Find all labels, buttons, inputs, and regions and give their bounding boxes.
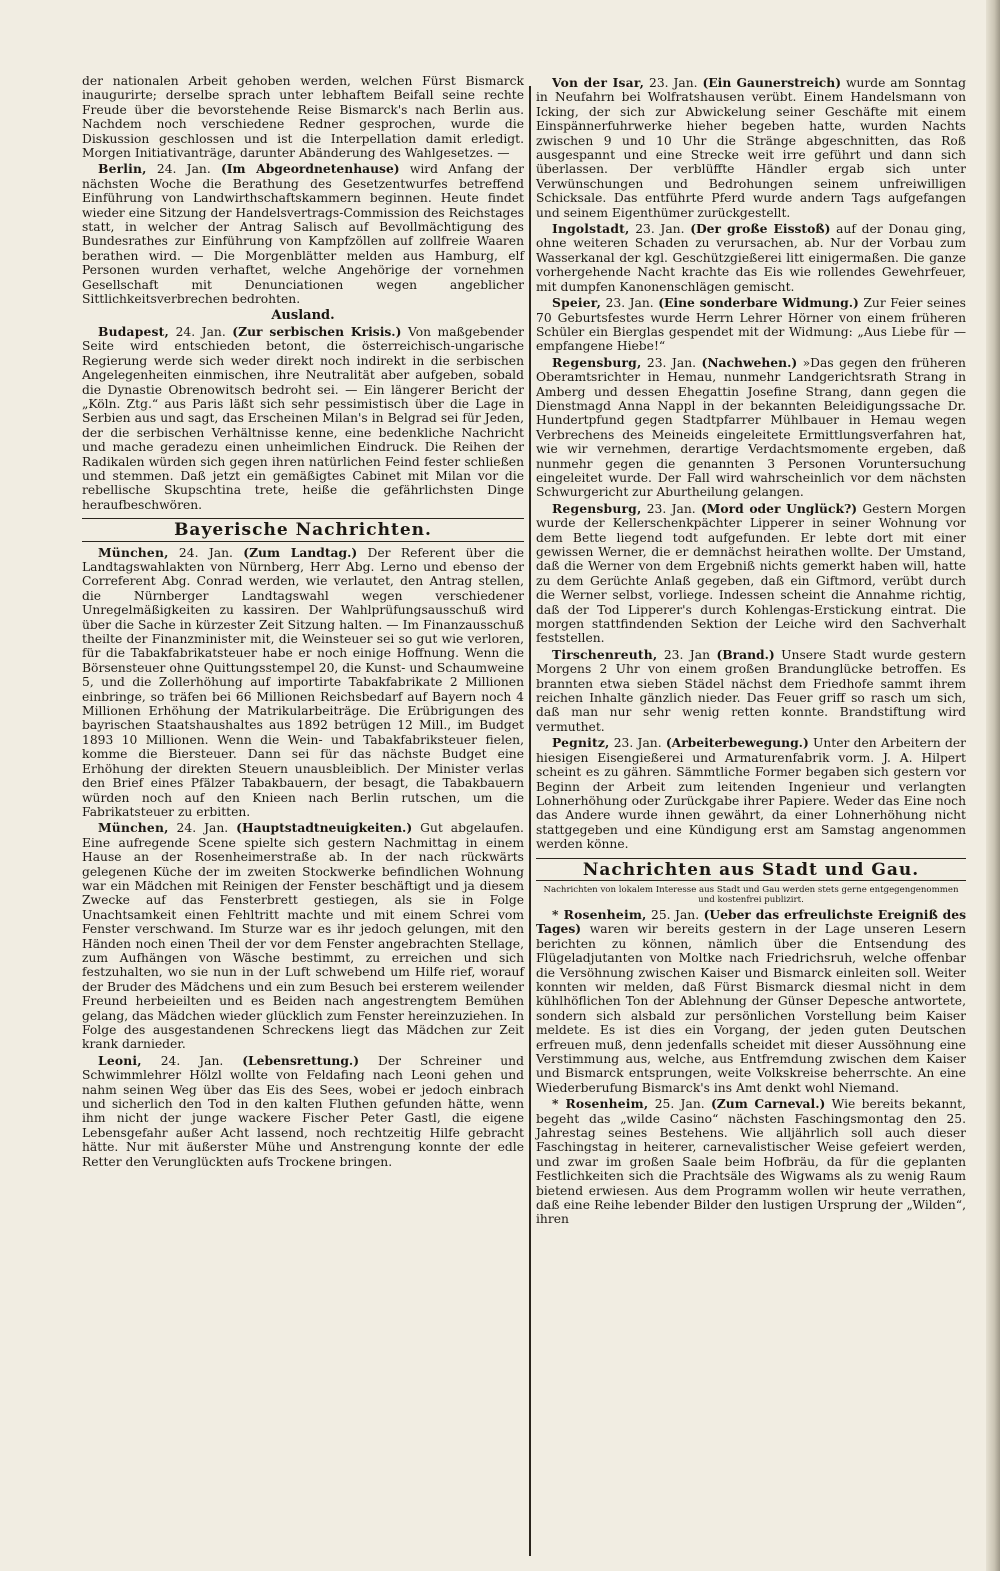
article-topic: (Mord oder Unglück?) <box>700 500 858 516</box>
dateline-date: 23. Jan. <box>646 355 697 370</box>
article-topic: (Eine sonderbare Widmung.) <box>658 295 859 311</box>
article-body: wurde am Sonntag in Neufahrn bei Wolfratshausen verübt. Einem Handelsmann von Icking, der sich zur Abwickelung seiner Geschäfte mit einem Einspännerfuhrwerke hieher begeben hatte, wurden Nachts zwischen 9 und 10 Uhr die Stränge abgeschnitten, das Roß ausgespannt und eine Strecke weit irre geführt und dann sich überlassen. Der verblüffte Händler ergab sich unter Verwünschungen und Bedrohungen seinem unfreiwilligen Schicksale. Das entführte Pferd wurde andern Tags aufgefangen und seinem Eigenthümer zurückgestellt. <box>536 76 967 220</box>
article-body: Unsere Stadt wurde gestern Morgens 2 Uhr von einem großen Brandunglücke betroffen. Es brannten etwa sieben Städel nächst dem Friedhofe sammt ihrem reichen Inhalte gänzlich nieder. Das Feuer griff so rasch um sich, daß man nur sehr wenig retten konnte. Brandstiftung wird vermuthet. <box>536 647 966 734</box>
article-topic: (Zum Carneval.) <box>710 1096 826 1112</box>
left-column <box>82 74 524 1169</box>
article-regensburg-mord <box>536 502 966 646</box>
article-body: Gut abgelaufen. Eine aufregende Scene spielte sich gestern Nachmittag in einem Hause an der Rosenheimerstraße ab. In der nach rückwärts gelegenen Küche der im zweiten Stockwerke befindlichen Wohnung war ein Mädchen mit Reinigen der Fenster beschäftigt und ja diesem Zwecke auf das Fensterbrett gestiegen, als sie in Folge Unachtsamkeit einen Fehltritt machte und mit einem Schrei vom Fenster verschwand. Im Sturze war es ihr jedoch gelungen, mit den Händen noch einen Theil der vor dem Fenster angebrachten Stellage, zum Aufhängen von Wäsche bestimmt, zu erreichen und sich festzuhalten, wo sie nun in der Luft schwebend um Hilfe rief, worauf der Bruder des Mädchens und ein zum Besuch bei ersterem weilender Freund herbeieilten und es Beiden nach angestrengtem Bemühen gelang, das Mädchen wieder glücklich zum Fenster hereinzuziehen. In Folge des ausgestandenen Schreckens liegt das Mädchen zur Zeit krank darnieder. <box>82 821 524 1052</box>
page-edge <box>986 0 1000 1571</box>
article-berlin <box>82 162 524 306</box>
dateline-place: Pegnitz, <box>552 735 610 751</box>
section-heading-local: Nachrichten aus Stadt und Gau. <box>536 858 966 881</box>
dateline-place: München, <box>98 820 169 836</box>
article-topic: (Brand.) <box>716 646 775 662</box>
article-budapest <box>82 325 524 512</box>
article-topic: (Der große Eisstoß) <box>690 221 831 237</box>
dateline-date: 25. Jan. <box>651 907 700 922</box>
article-leoni <box>82 1054 524 1169</box>
section-subheading-ausland: Ausland. <box>271 307 335 323</box>
dateline-place: Von der Isar, <box>552 75 645 90</box>
dateline-place: Regensburg, <box>552 500 642 516</box>
dateline-date: 24. Jan. <box>160 1053 224 1068</box>
dateline-date: 23. Jan. <box>635 222 685 237</box>
dateline-place: Tirschenreuth, <box>552 646 658 662</box>
dateline-date: 23. Jan. <box>646 501 696 516</box>
dateline-place: Budapest, <box>98 323 170 339</box>
article-topic: (Ueber das erfreulichste Ereigniß des Tages) <box>536 906 967 937</box>
article-continuation: der nationalen Arbeit gehoben werden, welchen Fürst Bismarck inaugurirte; derselbe sprach unter lebhaftem Beifall seine rechte Freude über die bevorstehende Reise Bismarck's nach Berlin aus. Nachdem noch verschiedene Redner gesprochen, wurde die Diskussion geschlossen und ist die Interpellation damit erledigt. Morgen Initiativanträge, darunter Abänderung des Wahlgesetzes. — <box>82 74 524 161</box>
article-body: auf der Donau ging, ohne weiteren Schaden zu verursachen, ab. Nur der Vorbau zum Wasserkanal der kgl. Geschützgießerei litt einigermaßen. Die ganze vorhergehende Nacht krachte das Eis wie rollendes Gewehrfeuer, mit dumpfen Kanonenschlägen gemischt. <box>536 222 966 294</box>
article-topic: (Zur serbischen Krisis.) <box>232 323 402 339</box>
article-regensburg-nachwehen <box>536 356 966 500</box>
article-body: Wie bereits bekannt, begeht das „wilde Casino“ nächsten Faschingsmontag den 25. Jahrestag seines Bestehens. Wie alljährlich soll auch dieser Faschingstag in heiterer, carnevalistischer Weise gefeiert werden, und zwar im großen Saale beim Hofbräu, da für die geplanten Festlichkeiten sich die Prachtsäle des Wigwams als zu wenig Raum bietend erwiesen. Aus dem Programm wollen wir heute verrathen, daß eine Reihe lebender Bilder den lustigen Ursprung der „Wilden“, ihren <box>536 1097 967 1227</box>
article-body: Gestern Morgen wurde der Kellerschenkpächter Lipperer in seiner Wohnung vor dem Bette liegend todt aufgefunden. Er lebte dort mit einer gewissen Werner, die er demnächst heirathen wollte. Der Umstand, daß die Werner von dem Ergebniß nichts gemerkt haben will, hatte zu dem Gerüchte Anlaß gegeben, daß ein Giftmord, verübt durch die Werner selbst, vorliege. Indessen scheint die Annahme richtig, daß der Tod Lipperer's durch Kohlengas-Erstickung eintrat. Die morgen stattfindenden Sektion der Leiche wird den Sachverhalt feststellen. <box>536 501 966 646</box>
article-muenchen-landtag <box>82 546 524 820</box>
article-body: wird Anfang der nächsten Woche die Berathung des Gesetzentwurfes betreffend Einführung von Landwirthschaftskammern beginnen. Heute findet wieder eine Sitzung der Handelsvertrags-Commission des Reichstages statt, in welcher der Antrag Salisch auf Bevollmächtigung des Bundesrathes zur Einführung von Kampfzöllen auf zollfreie Waaren berathen wird. — Die Morgenblätter melden aus Hamburg, elf Personen wurden verhaftet, welche Angehörige der vornehmen Gesellschaft mit Denunciationen wegen angeblicher Sittlichkeitsverbrechen bedrohten. <box>82 162 524 307</box>
article-pegnitz <box>536 736 966 851</box>
article-topic: (Lebensrettung.) <box>242 1052 360 1068</box>
dateline-place: * Rosenheim, <box>552 906 647 922</box>
article-topic: (Zum Landtag.) <box>243 544 358 560</box>
article-topic: (Nachwehen.) <box>701 354 798 370</box>
dateline-place: * Rosenheim, <box>552 1096 649 1112</box>
article-body: Der Schreiner und Schwimmlehrer Hölzl wollte von Feldafing nach Leoni gehen und nahm seinen Weg über das Eis des Sees, wobei er jedoch einbrach und sicherlich den Tod in den kalten Fluthen gefunden hätte, wenn ihm nicht der junge wackere Fischer Peter Gastl, die eigene Lebensgefahr außer Acht lassend, noch rechtzeitig Hilfe gebracht hätte. Nur mit äußerster Mühe und Anstrengung konnte der edle Retter den Verunglückten aufs Trockene bringen. <box>82 1053 524 1169</box>
article-topic: (Arbeiterbewegung.) <box>665 735 809 751</box>
dateline-date: 23. Jan. <box>613 736 662 751</box>
article-rosenheim-ereigniss <box>536 908 966 1095</box>
article-body: waren wir bereits gestern in der Lage unseren Lesern berichten zu können, nämlich über die Entsendung des Flügeladjutanten von Moltke nach Friedrichsruh, welche offenbar die Versöhnung zwischen Kaiser und Bismarck einleiten soll. Weiter konnten wir melden, daß Fürst Bismarck diesmal nicht in dem kühlhöflichen Ton der Ablehnung der Günser Depesche antwortete, sondern sich alsbald zur persönlichen Vorstellung beim Kaiser meldete. Es ist dies ein Vorgang, der jeden guten Deutschen erfreuen muß, denn jedenfalls scheidet mit dieser Aussöhnung eine Verstimmung aus, welche, aus Entfremdung zwischen dem Kaiser und Bismarck entsprungen, weite Volkskreise beherrschte. An eine Wiederberufung Bismarck's ins Amt denkt wohl Niemand. <box>536 922 966 1095</box>
article-tirschenreuth <box>536 648 966 734</box>
column-divider <box>529 86 531 1556</box>
article-body: Der Referent über die Landtagswahlakten von Nürnberg, Herr Abg. Lerno und ebenso der Correferent Abg. Conrad werden, wie verlautet, den Antrag stellen, die Nürnberger Landtagswahl wegen verschiedener Unregelmäßigkeiten zu kassiren. Der Wahlprüfungsausschuß wird über die Sache in kürzester Zeit Sitzung halten. — Im Finanzausschuß theilte der Finanzminister mit, die Weinsteuer sei so gut wie verloren, für die Tabakfabrikatsteuer habe er noch einige Hoffnung. Wenn die Börsensteuer ohne Quittungsstempel 20, die Kunst- und Schaumweine 5, und die Zollerhöhung auf importirte Tabakfabrikate 2 Millionen einbringe, so träfen bei 66 Millionen Reichsbedarf auf Bayern noch 4 Millionen Erhöhung der Matrikularbeiträge. Die Erübrigungen des bayrischen Staatshaushaltes aus 1892 betrügen 12 Mill., im Budget 1893 10 Millionen. Wenn die Wein- und Tabakfabriksteuer fielen, komme die Biersteuer. Dann sei für das nächste Budget eine Erhöhung der direkten Steuern unausbleiblich. Der Minister verlas den Brief eines Pfälzer Tabakbauern, der besagt, die Tabakbauern würden noch auf den Knieen nach Berlin rutschen, um die Fabrikatsteuer zu erbitten. <box>82 545 525 819</box>
dateline-date: 23. Jan <box>663 647 710 662</box>
article-speier <box>536 296 966 354</box>
dateline-place: Ingolstadt, <box>552 221 630 237</box>
article-body: Zur Feier seines 70 Geburtsfestes wurde Herrn Lehrer Hörner von einem früheren Schüler ein Bierglas gespendet mit der Widmung: „Aus Liebe für — empfangene Hiebe!“ <box>536 296 966 354</box>
dateline-place: Leoni, <box>98 1052 142 1068</box>
right-column <box>536 74 966 1227</box>
dateline-date: 23. Jan. <box>605 296 654 311</box>
article-topic: (Hauptstadtneuigkeiten.) <box>236 820 413 836</box>
dateline-date: 25. Jan. <box>654 1097 705 1112</box>
section-note: Nachrichten von lokalem Interesse aus Stadt und Gau werden stets gerne entgegengenommen und kostenfrei publizirt. <box>543 884 959 905</box>
dateline-place: Regensburg, <box>552 354 642 370</box>
article-isar <box>536 76 966 220</box>
dateline-place: Berlin, <box>98 161 147 177</box>
dateline-date: 24. Jan. <box>178 545 233 560</box>
article-topic: (Im Abgeordnetenhause) <box>220 161 400 177</box>
article-body: Unter den Arbeitern der hiesigen Eisengießerei und Armaturenfabrik vorm. J. A. Hilpert scheint es zu gähren. Sämmtliche Former begaben sich gestern vor Beginn der Arbeit zum leitenden Ingenieur und verlangten Lohnerhöhung oder Zurückgabe ihrer Papiere. Weder das Eine noch das Andere wurde ihnen gewährt, da einer Lohnerhöhung nicht stattgegeben und eine Kündigung erst am Samstag angenommen werden könne. <box>536 736 966 852</box>
article-rosenheim-carneval <box>536 1097 966 1227</box>
article-ingolstadt <box>536 222 966 294</box>
dateline-date: 24. Jan. <box>176 821 229 836</box>
article-muenchen-hauptstadt <box>82 821 524 1052</box>
article-topic: (Ein Gaunerstreich) <box>702 75 842 90</box>
article-body: »Das gegen den früheren Oberamtsrichter in Hemau, nunmehr Landgerichtsrath Strang in Amberg und dessen Ehegattin Josefine Strang, dann gegen die Dienstmagd Anna Nappl in der bekannten Beleidigungssache Dr. Hundertpfund gegen Stadtpfarrer Mühlbauer in Hemau wegen Verbrechens des Meineids eingeleitete Ermittlungsverfahren hat, wie wir vernehmen, derartige Verdachtsmomente ergeben, daß nunmehr gegen die genannten 3 Personen Voruntersuchung eingeleitet wurde. Der Fall wird wahrscheinlich vor dem nächsten Schwurgericht zur Aburtheilung gelangen. <box>536 355 966 500</box>
dateline-date: 24. Jan. <box>175 324 226 339</box>
dateline-date: 24. Jan. <box>156 162 211 177</box>
section-heading-bavaria: Bayerische Nachrichten. <box>82 518 524 541</box>
dateline-date: 23. Jan. <box>649 76 698 90</box>
dateline-place: Speier, <box>552 295 602 311</box>
article-body: Von maßgebender Seite wird entschieden betont, die österreichisch-ungarische Regierung werde sich weder direkt noch indirekt in die serbischen Angelegenheiten einmischen, ihre Neutralität aber aufgeben, sobald die Dynastie Obrenowitsch bedroht sei. — Ein längerer Bericht der „Köln. Ztg.“ aus Paris läßt sich sehr pessimistisch über die Lage in Serbien aus und sagt, das Erscheinen Milan's in Belgrad sei für Jeden, der die serbischen Verhältnisse kenne, eine bedenkliche Nachricht und mache geradezu einen unheimlichen Eindruck. Die Reihen der Radikalen würden sich gegen ihren natürlichen Feind fester schließen und stemmen. Daß jetzt ein gemäßigtes Cabinet mit Milan vor die rebellische Skupschtina trete, heiße die gefährlichsten Dinge heraufbeschwören. <box>82 324 524 512</box>
dateline-place: München, <box>98 544 169 560</box>
